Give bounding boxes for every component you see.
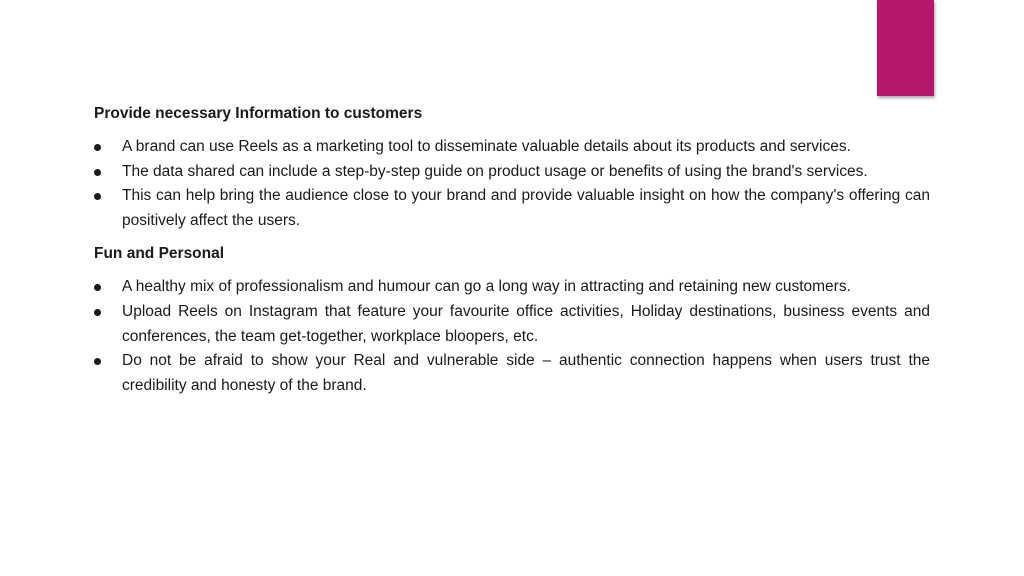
list-item <box>94 184 930 233</box>
bullet-icon <box>94 169 101 176</box>
bullet-text: A healthy mix of professionalism and humour can go a long way in attracting and retaining new customers. <box>122 278 851 296</box>
bullet-text: Upload Reels on Instagram that feature your favourite office activities, Holiday destinations, business events and conferences, the team get-together, workplace bloopers, etc. <box>122 302 930 345</box>
bullet-text: Do not be afraid to show your Real and vulnerable side – authentic connection happens when users trust the credibility and honesty of the brand. <box>122 352 930 394</box>
bullet-icon <box>94 284 101 291</box>
bullet-list-information <box>94 135 930 233</box>
section-heading-information: Provide necessary Information to customers <box>94 105 423 122</box>
bullet-icon <box>94 358 101 365</box>
bullet-text: This can help bring the audience close to your brand and provide valuable insight on how the company's offering can positively affect the users. <box>122 187 930 229</box>
list-item <box>94 160 930 185</box>
bullet-list-fun-personal <box>94 275 930 398</box>
bullet-text: A brand can use Reels as a marketing tool to disseminate valuable details about its products and services. <box>122 138 851 155</box>
list-item <box>94 135 930 160</box>
bullet-text: The data shared can include a step-by-step guide on product usage or benefits of using the brand's services. <box>122 162 868 180</box>
accent-bar <box>877 0 934 96</box>
bullet-icon <box>94 309 101 316</box>
bullet-icon <box>94 193 101 200</box>
list-item <box>94 300 930 349</box>
list-item <box>94 275 930 300</box>
section-heading-fun-personal: Fun and Personal <box>94 245 225 263</box>
slide-content <box>94 102 930 407</box>
list-item <box>94 349 930 398</box>
bullet-icon <box>94 144 101 151</box>
